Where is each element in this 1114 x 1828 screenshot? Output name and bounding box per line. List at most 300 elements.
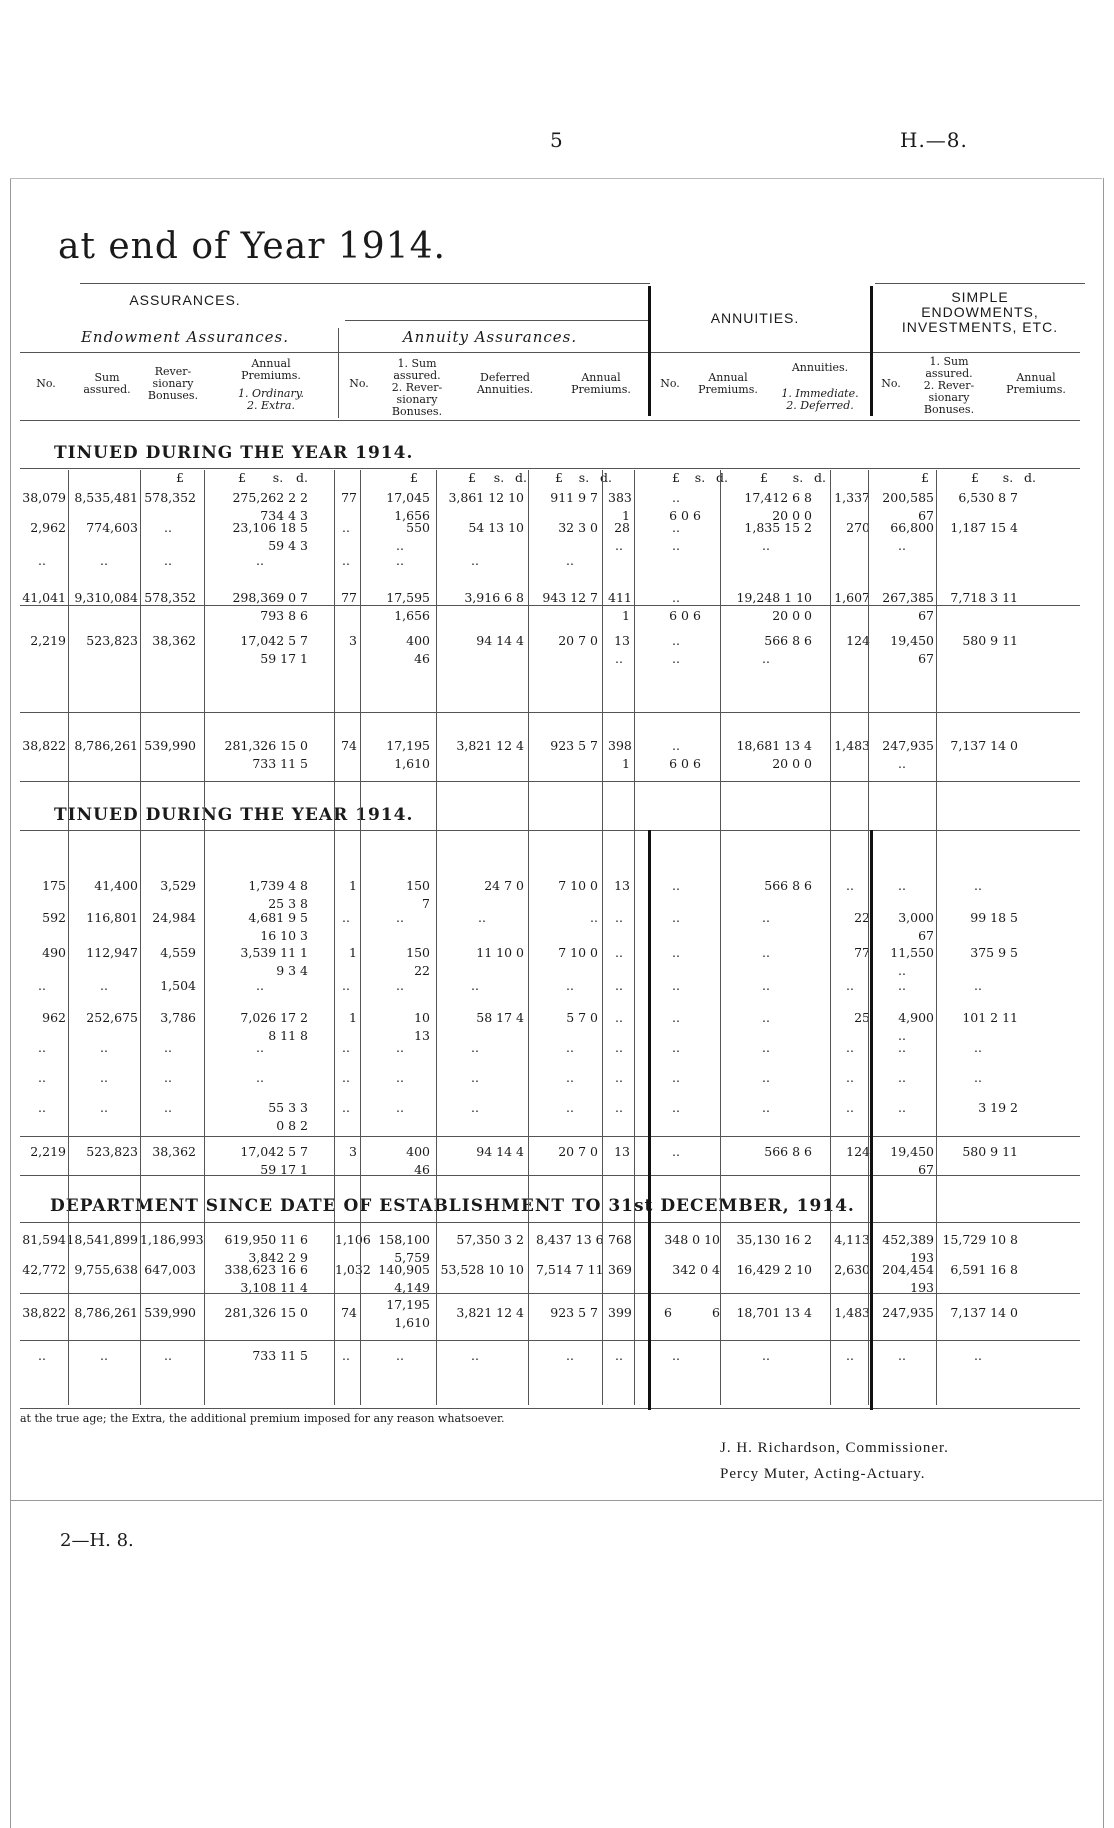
table-cell: ..	[396, 1040, 404, 1055]
table-cell: 59 17 1	[260, 651, 308, 666]
column-rule	[68, 470, 69, 1405]
table-cell: 8,786,261	[74, 1305, 138, 1320]
bottom-reference: 2—H. 8.	[60, 1530, 134, 1551]
table-cell: 4,681 9 5	[248, 910, 308, 925]
table-cell: 566 8 6	[764, 878, 812, 893]
table-cell: 158,100	[378, 1232, 430, 1247]
table-cell: 99 18 5	[970, 910, 1018, 925]
table-cell: ..	[672, 490, 680, 505]
table-cell: 77	[854, 945, 870, 960]
table-cell: 77	[341, 490, 357, 505]
table-cell: 539,990	[144, 1305, 196, 1320]
column-rule	[360, 470, 361, 1405]
unit-label: £	[971, 470, 979, 485]
table-cell: 4,559	[160, 945, 196, 960]
table-cell: 59 17 1	[260, 1162, 308, 1177]
table-cell: 369	[608, 1262, 632, 1277]
row-rule	[20, 1293, 1080, 1294]
table-cell: ..	[256, 978, 264, 993]
row-rule	[20, 605, 1080, 606]
table-cell: ..	[846, 1348, 854, 1363]
table-cell: ..	[672, 878, 680, 893]
table-cell: ..	[898, 1348, 906, 1363]
table-cell: ..	[38, 1348, 46, 1363]
row-rule	[20, 1408, 1080, 1409]
table-cell: ..	[898, 1100, 906, 1115]
table-cell: 16,429 2 10	[736, 1262, 812, 1277]
table-cell: 7,514 7 11	[536, 1262, 604, 1277]
table-cell: 7 10 0	[558, 878, 598, 893]
table-cell: 38,362	[152, 633, 196, 648]
table-cell: 398	[608, 738, 632, 753]
column-rule	[830, 470, 831, 1405]
table-cell: 247,935	[882, 738, 934, 753]
table-cell: 1	[349, 945, 357, 960]
table-cell: 67	[918, 928, 934, 943]
table-cell: ..	[164, 520, 172, 535]
table-cell: ..	[898, 1028, 906, 1043]
table-cell: 20 0 0	[772, 508, 812, 523]
table-cell: 204,454	[882, 1262, 934, 1277]
column-rule	[936, 470, 937, 1405]
table-cell: 8,535,481	[74, 490, 138, 505]
table-cell: 923 5 7	[550, 738, 598, 753]
table-cell: 6,530 8 7	[958, 490, 1018, 505]
group-simple-endowments: SIMPLE ENDOWMENTS, INVESTMENTS, ETC.	[901, 289, 1059, 335]
table-cell: 58 17 4	[476, 1010, 524, 1025]
table-cell: 539,990	[144, 738, 196, 753]
table-cell: ..	[478, 910, 486, 925]
table-cell: ..	[672, 1100, 680, 1115]
table-cell: 550	[406, 520, 430, 535]
table-cell: 3,529	[160, 878, 196, 893]
table-cell: 2,219	[30, 1144, 66, 1159]
table-cell: 3	[349, 633, 357, 648]
table-cell: ..	[471, 1100, 479, 1115]
col-no: No.	[36, 377, 56, 390]
table-cell: 9,310,084	[74, 590, 138, 605]
column-rule	[634, 470, 635, 1405]
table-cell: 734 4 3	[260, 508, 308, 523]
table-cell: 20 0 0	[772, 756, 812, 771]
signature-commissioner: J. H. Richardson, Commissioner.	[720, 1440, 949, 1456]
table-cell: 8,786,261	[74, 738, 138, 753]
table-cell: 67	[918, 608, 934, 623]
table-cell: ..	[342, 520, 350, 535]
unit-label: s.	[792, 470, 804, 485]
table-cell: 7,137 14 0	[950, 1305, 1018, 1320]
table-cell: ..	[846, 1100, 854, 1115]
table-cell: 1	[622, 508, 630, 523]
table-cell: 3,916 6 8	[464, 590, 524, 605]
table-cell: 943 12 7	[542, 590, 598, 605]
table-cell: ..	[762, 651, 770, 666]
table-cell: ..	[38, 1040, 46, 1055]
table-cell: 28	[614, 520, 630, 535]
table-cell: 3	[349, 1144, 357, 1159]
table-cell: ..	[672, 1040, 680, 1055]
unit-label: s.	[1002, 470, 1014, 485]
table-cell: 578,352	[144, 590, 196, 605]
table-cell: 6 0 6	[669, 608, 701, 623]
table-cell: 175	[42, 878, 66, 893]
table-cell: 38,822	[22, 1305, 66, 1320]
table-cell: ..	[164, 1040, 172, 1055]
table-cell: ..	[566, 553, 574, 568]
table-cell: 19,450	[890, 633, 934, 648]
table-cell: 566 8 6	[764, 633, 812, 648]
table-cell: ..	[672, 1070, 680, 1085]
table-cell: ..	[762, 945, 770, 960]
page-title: at end of Year 1914.	[58, 226, 446, 267]
col-deferred-annuities: Deferred Annuities.	[476, 371, 534, 396]
table-cell: ..	[38, 1100, 46, 1115]
table-cell: 38,822	[22, 738, 66, 753]
table-cell: 490	[42, 945, 66, 960]
table-cell: 18,681 13 4	[736, 738, 812, 753]
table-cell: 580 9 11	[962, 633, 1018, 648]
table-cell: 298,369 0 7	[232, 590, 308, 605]
table-cell: ..	[615, 1070, 623, 1085]
table-cell: ..	[672, 1144, 680, 1159]
table-cell: 375 9 5	[970, 945, 1018, 960]
unit-label: £	[672, 470, 680, 485]
table-cell: 592	[42, 910, 66, 925]
unit-label: d.	[716, 470, 728, 485]
table-cell: 3,786	[160, 1010, 196, 1025]
table-cell: 67	[918, 1162, 934, 1177]
table-cell: ..	[566, 1100, 574, 1115]
table-cell: 400	[406, 1144, 430, 1159]
table-cell: ..	[396, 910, 404, 925]
table-cell: ..	[342, 1100, 350, 1115]
unit-label: £	[760, 470, 768, 485]
table-cell: 24,984	[152, 910, 196, 925]
unit-label: £	[468, 470, 476, 485]
table-cell: 5,759	[394, 1250, 430, 1265]
top-rule	[10, 178, 1102, 179]
table-cell: ..	[898, 978, 906, 993]
column-rule	[204, 470, 205, 1405]
col-annuities: Annuities. 1. Immediate. 2. Deferred.	[781, 361, 859, 412]
table-cell: 17,195	[386, 1297, 430, 1312]
table-cell: 19,248 1 10	[736, 590, 812, 605]
table-cell: ..	[566, 1040, 574, 1055]
table-cell: 140,905	[378, 1262, 430, 1277]
table-cell: ..	[898, 963, 906, 978]
table-cell: 2,219	[30, 633, 66, 648]
table-cell: 112,947	[86, 945, 138, 960]
table-cell: ..	[38, 978, 46, 993]
unit-label: s.	[578, 470, 590, 485]
document-reference: H.—8.	[900, 128, 968, 152]
table-cell: 10	[414, 1010, 430, 1025]
table-cell: ..	[898, 538, 906, 553]
table-cell: ..	[672, 538, 680, 553]
table-cell: 962	[42, 1010, 66, 1025]
table-cell: 281,326 15 0	[224, 738, 308, 753]
table-cell: 3,861 12 10	[448, 490, 524, 505]
table-cell: 1,483	[834, 738, 870, 753]
unit-label: s.	[694, 470, 706, 485]
table-cell: ..	[898, 756, 906, 771]
table-cell: 1,504	[160, 978, 196, 993]
table-cell: 124	[846, 633, 870, 648]
table-cell: 7,718 3 11	[950, 590, 1018, 605]
unit-label: £	[410, 470, 418, 485]
page-frame	[10, 178, 1104, 1828]
table-cell: 3 19 2	[978, 1100, 1018, 1115]
table-cell: ..	[342, 553, 350, 568]
table-cell: 1,106	[335, 1232, 371, 1247]
table-cell: 400	[406, 633, 430, 648]
table-cell: 5 7 0	[566, 1010, 598, 1025]
table-cell: ..	[615, 538, 623, 553]
table-cell: 7,137 14 0	[950, 738, 1018, 753]
table-cell: 20 7 0	[558, 633, 598, 648]
table-cell: 1,656	[394, 508, 430, 523]
table-cell: ..	[672, 651, 680, 666]
table-cell: ..	[342, 1070, 350, 1085]
table-cell: ..	[615, 1010, 623, 1025]
table-cell: 733 11 5	[252, 1348, 308, 1363]
table-cell: 1	[622, 608, 630, 623]
column-rule	[720, 470, 721, 1405]
table-cell: 1,739 4 8	[248, 878, 308, 893]
table-cell: 3,821 12 4	[456, 1305, 524, 1320]
table-cell: 9 3 4	[276, 963, 308, 978]
row-rule	[20, 712, 1080, 713]
column-rule	[602, 470, 603, 1405]
table-cell: 578,352	[144, 490, 196, 505]
table-cell: 124	[846, 1144, 870, 1159]
table-cell: 1,337	[834, 490, 870, 505]
table-cell: 38,362	[152, 1144, 196, 1159]
table-cell: ..	[762, 538, 770, 553]
table-cell: ..	[846, 1040, 854, 1055]
table-cell: 54 13 10	[468, 520, 524, 535]
table-cell: 452,389	[882, 1232, 934, 1247]
table-cell: ..	[672, 1010, 680, 1025]
unit-label: d.	[600, 470, 612, 485]
table-cell: 0 8 2	[276, 1118, 308, 1133]
table-cell: 2,630	[834, 1262, 870, 1277]
table-cell: 25 3 8	[268, 896, 308, 911]
table-cell: ..	[615, 1040, 623, 1055]
table-cell: ..	[615, 978, 623, 993]
table-cell: 7,026 17 2	[240, 1010, 308, 1025]
table-cell: 150	[406, 878, 430, 893]
table-cell: 15,729 10 8	[942, 1232, 1018, 1247]
column-rule	[334, 470, 335, 1405]
table-cell: 7	[422, 896, 430, 911]
table-cell: 9,755,638	[74, 1262, 138, 1277]
table-cell: 19,450	[890, 1144, 934, 1159]
col-aa-sum: 1. Sum assured. 2. Rever- sionary Bonuses.	[391, 357, 443, 418]
table-cell: ..	[38, 553, 46, 568]
table-cell: 8 11 8	[268, 1028, 308, 1043]
col-an-no: No.	[660, 377, 680, 390]
col-se-sum: 1. Sum assured. 2. Rever- sionary Bonuses.	[923, 355, 975, 416]
table-cell: 342 0 4	[672, 1262, 720, 1277]
table-cell: ..	[898, 878, 906, 893]
table-cell: ..	[846, 1070, 854, 1085]
table-cell: 566 8 6	[764, 1144, 812, 1159]
table-cell: 17,595	[386, 590, 430, 605]
group-assurances: ASSURANCES.	[129, 292, 241, 308]
table-cell: 1,656	[394, 608, 430, 623]
table-cell: 647,003	[144, 1262, 196, 1277]
table-cell: 17,042 5 7	[240, 1144, 308, 1159]
table-cell: ..	[164, 1100, 172, 1115]
header-divider	[870, 286, 873, 416]
table-cell: ..	[762, 910, 770, 925]
table-cell: 23,106 18 5	[232, 520, 308, 535]
column-rule	[528, 470, 529, 1405]
table-cell: ..	[396, 538, 404, 553]
footnote: at the true age; the Extra, the additional premium imposed for any reason whatsoever.	[20, 1412, 505, 1425]
table-cell: 619,950 11 6	[224, 1232, 308, 1247]
table-cell: 25	[854, 1010, 870, 1025]
unit-label: £	[921, 470, 929, 485]
table-cell: ..	[672, 520, 680, 535]
page-bottom-rule	[10, 1500, 1102, 1501]
table-cell: 523,823	[86, 633, 138, 648]
table-cell: 6 0 6	[669, 756, 701, 771]
table-cell: ..	[471, 1040, 479, 1055]
table-cell: 523,823	[86, 1144, 138, 1159]
table-cell: 768	[608, 1232, 632, 1247]
table-cell: 42,772	[22, 1262, 66, 1277]
table-cell: 24 7 0	[484, 878, 524, 893]
table-cell: ..	[566, 978, 574, 993]
table-cell: ..	[672, 945, 680, 960]
table-cell: ..	[898, 1070, 906, 1085]
table-cell: ..	[846, 878, 854, 893]
table-cell: 399	[608, 1305, 632, 1320]
table-cell: 101 2 11	[962, 1010, 1018, 1025]
column-rule-heavy	[870, 830, 873, 1410]
table-cell: 6	[664, 1305, 672, 1320]
table-cell: 200,585	[882, 490, 934, 505]
section1-heading: TINUED DURING THE YEAR 1914.	[54, 443, 414, 463]
table-cell: ..	[615, 945, 623, 960]
unit-label: s.	[272, 470, 284, 485]
table-cell: 59 4 3	[268, 538, 308, 553]
table-cell: ..	[974, 1040, 982, 1055]
table-cell: ..	[762, 1010, 770, 1025]
table-cell: 281,326 15 0	[224, 1305, 308, 1320]
table-cell: 2,962	[30, 520, 66, 535]
table-cell: 20 7 0	[558, 1144, 598, 1159]
table-cell: ..	[164, 1070, 172, 1085]
table-cell: 13	[614, 633, 630, 648]
table-cell: 17,042 5 7	[240, 633, 308, 648]
row-rule	[20, 1136, 1080, 1137]
table-cell: 8,437 13 6	[536, 1232, 604, 1247]
page-number: 5	[550, 128, 563, 152]
table-cell: 3,000	[898, 910, 934, 925]
table-cell: ..	[396, 1348, 404, 1363]
table-cell: 116,801	[86, 910, 138, 925]
table-cell: 41,400	[94, 878, 138, 893]
table-cell: 94 14 4	[476, 1144, 524, 1159]
table-cell: ..	[846, 978, 854, 993]
table-cell: 22	[854, 910, 870, 925]
table-cell: ..	[396, 553, 404, 568]
table-cell: 57,350 3 2	[456, 1232, 524, 1247]
table-cell: 1,835 15 2	[744, 520, 812, 535]
table-cell: ..	[256, 1040, 264, 1055]
table-cell: ..	[100, 1348, 108, 1363]
table-cell: 1,187 15 4	[950, 520, 1018, 535]
column-rule	[140, 470, 141, 1405]
table-cell: 270	[846, 520, 870, 535]
table-cell: 20 0 0	[772, 608, 812, 623]
table-cell: 580 9 11	[962, 1144, 1018, 1159]
table-cell: 94 14 4	[476, 633, 524, 648]
table-cell: ..	[396, 1070, 404, 1085]
table-cell: ..	[396, 978, 404, 993]
unit-label: £	[176, 470, 184, 485]
table-cell: 150	[406, 945, 430, 960]
table-cell: 348 0 10	[664, 1232, 720, 1247]
table-cell: ..	[164, 553, 172, 568]
table-cell: 67	[918, 651, 934, 666]
table-cell: 1	[622, 756, 630, 771]
group-annuity-assurances: Annuity Assurances.	[402, 328, 578, 346]
table-cell: 66,800	[890, 520, 934, 535]
table-cell: 74	[341, 738, 357, 753]
table-cell: ..	[762, 1040, 770, 1055]
table-cell: ..	[100, 553, 108, 568]
table-cell: 22	[414, 963, 430, 978]
table-cell: 55 3 3	[268, 1100, 308, 1115]
table-cell: 17,045	[386, 490, 430, 505]
table-cell: 7 10 0	[558, 945, 598, 960]
table-cell: 383	[608, 490, 632, 505]
table-cell: 911 9 7	[550, 490, 598, 505]
section2-heading: TINUED DURING THE YEAR 1914.	[54, 805, 414, 825]
table-cell: 267,385	[882, 590, 934, 605]
table-cell: 733 11 5	[252, 756, 308, 771]
table-cell: 923 5 7	[550, 1305, 598, 1320]
table-cell: ..	[974, 1070, 982, 1085]
table-cell: 11,550	[890, 945, 934, 960]
table-cell: ..	[342, 1040, 350, 1055]
header-divider	[338, 328, 339, 418]
header-divider	[648, 286, 651, 416]
table-cell: 4,900	[898, 1010, 934, 1025]
table-cell: ..	[100, 1040, 108, 1055]
section-rule	[20, 468, 1080, 469]
table-cell: 81,594	[22, 1232, 66, 1247]
table-cell: ..	[762, 978, 770, 993]
unit-label: s.	[493, 470, 505, 485]
col-se-premiums: Annual Premiums.	[1006, 371, 1066, 396]
table-cell: ..	[672, 633, 680, 648]
col-an-premiums: Annual Premiums.	[698, 371, 758, 396]
col-annual-premiums: Annual Premiums. 1. Ordinary. 2. Extra.	[238, 357, 304, 412]
table-cell: ..	[615, 1100, 623, 1115]
table-cell: ..	[974, 878, 982, 893]
table-cell: ..	[100, 1070, 108, 1085]
table-cell: ..	[566, 1070, 574, 1085]
col-se-no: No.	[881, 377, 901, 390]
table-cell: ..	[672, 590, 680, 605]
section-rule	[20, 1222, 1080, 1223]
table-cell: 77	[341, 590, 357, 605]
